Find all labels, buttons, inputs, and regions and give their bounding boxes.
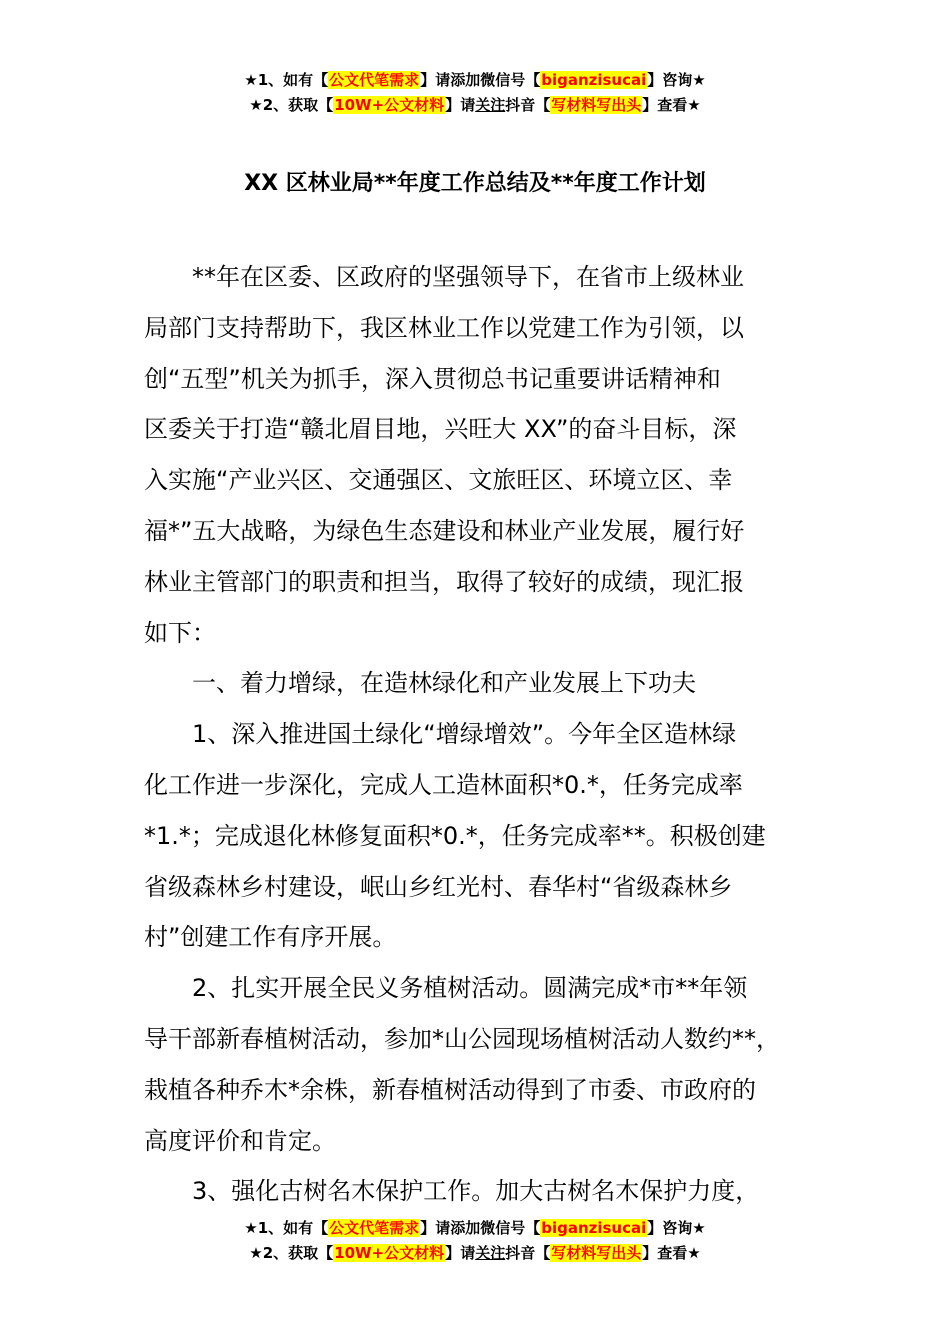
promo-text: ★1、如有【 [244, 1219, 329, 1237]
promo-highlight: biganzisucai [541, 1219, 647, 1237]
document-body [144, 257, 834, 1222]
promo-line-1 [0, 1216, 950, 1241]
body-line: 村”创建工作有序开展。 [144, 923, 397, 952]
promo-highlight: 10W+公文材料 [334, 96, 445, 114]
promo-text: 抖音【 [505, 96, 551, 114]
promo-text: ★2、获取【 [249, 96, 334, 114]
body-line: 创“五型”机关为抓手，深入贯彻总书记重要讲话精神和 [144, 364, 721, 393]
promo-text: 】请 [445, 96, 476, 114]
promo-text: 】咨询★ [647, 71, 706, 89]
footer-promo-banner [0, 1216, 950, 1266]
promo-highlight: 10W+公文材料 [334, 1244, 445, 1262]
promo-text: 抖音【 [505, 1244, 551, 1262]
promo-text: ★2、获取【 [249, 1244, 334, 1262]
body-line: 林业主管部门的职责和担当，取得了较好的成绩，现汇报 [144, 567, 744, 596]
body-line: 局部门支持帮助下，我区林业工作以党建工作为引领，以 [144, 313, 744, 342]
promo-highlight: 公文代笔需求 [329, 71, 420, 89]
body-line: 导干部新春植树活动，参加*山公园现场植树活动人数约**， [144, 1024, 780, 1053]
promo-text: 】咨询★ [647, 1219, 706, 1237]
body-line: 化工作进一步深化，完成人工造林面积*0.*，任务完成率 [144, 770, 743, 799]
body-line: 省级森林乡村建设，岷山乡红光村、春华村“省级森林乡 [144, 872, 733, 901]
body-line: *1.*；完成退化林修复面积*0.*，任务完成率**。积极创建 [144, 821, 766, 850]
body-line: 3、强化古树名木保护工作。加大古树名木保护力度， [144, 1177, 760, 1206]
promo-highlight: biganzisucai [541, 71, 647, 89]
promo-text: 】请添加微信号【 [420, 1219, 541, 1237]
body-line: 1、深入推进国土绿化“增绿增效”。今年全区造林绿 [144, 720, 737, 749]
promo-highlight: 写材料写出头 [551, 1244, 642, 1262]
document-title: XX 区林业局**年度工作总结及**年度工作计划 [244, 171, 706, 196]
promo-highlight: 写材料写出头 [551, 96, 642, 114]
promo-text: 】查看★ [642, 1244, 701, 1262]
section-heading: 一、着力增绿，在造林绿化和产业发展上下功夫 [144, 669, 696, 698]
header-promo-banner [0, 68, 950, 118]
promo-highlight: 公文代笔需求 [329, 1219, 420, 1237]
body-line: **年在区委、区政府的坚强领导下，在省市上级林业 [144, 263, 744, 291]
promo-underlined: 关注 [475, 96, 506, 114]
promo-text: 】请 [445, 1244, 476, 1262]
promo-line-2 [0, 93, 950, 118]
body-line: 福*”五大战略，为绿色生态建设和林业产业发展，履行好 [144, 516, 745, 545]
promo-underlined: 关注 [475, 1244, 506, 1262]
body-line: 如下： [144, 618, 216, 647]
promo-text: 】请添加微信号【 [420, 71, 541, 89]
promo-line-1 [0, 68, 950, 93]
body-line: 区委关于打造“赣北眉目地，兴旺大 XX”的奋斗目标，深 [144, 415, 737, 444]
body-line: 2、扎实开展全民义务植树活动。圆满完成*市**年领 [144, 974, 748, 1003]
promo-text: ★1、如有【 [244, 71, 329, 89]
body-line: 栽植各种乔木*余株，新春植树活动得到了市委、市政府的 [144, 1075, 756, 1104]
body-line: 高度评价和肯定。 [144, 1126, 336, 1155]
body-line: 入实施“产业兴区、交通强区、文旅旺区、环境立区、幸 [144, 466, 733, 495]
promo-text: 】查看★ [642, 96, 701, 114]
promo-line-2 [0, 1241, 950, 1266]
